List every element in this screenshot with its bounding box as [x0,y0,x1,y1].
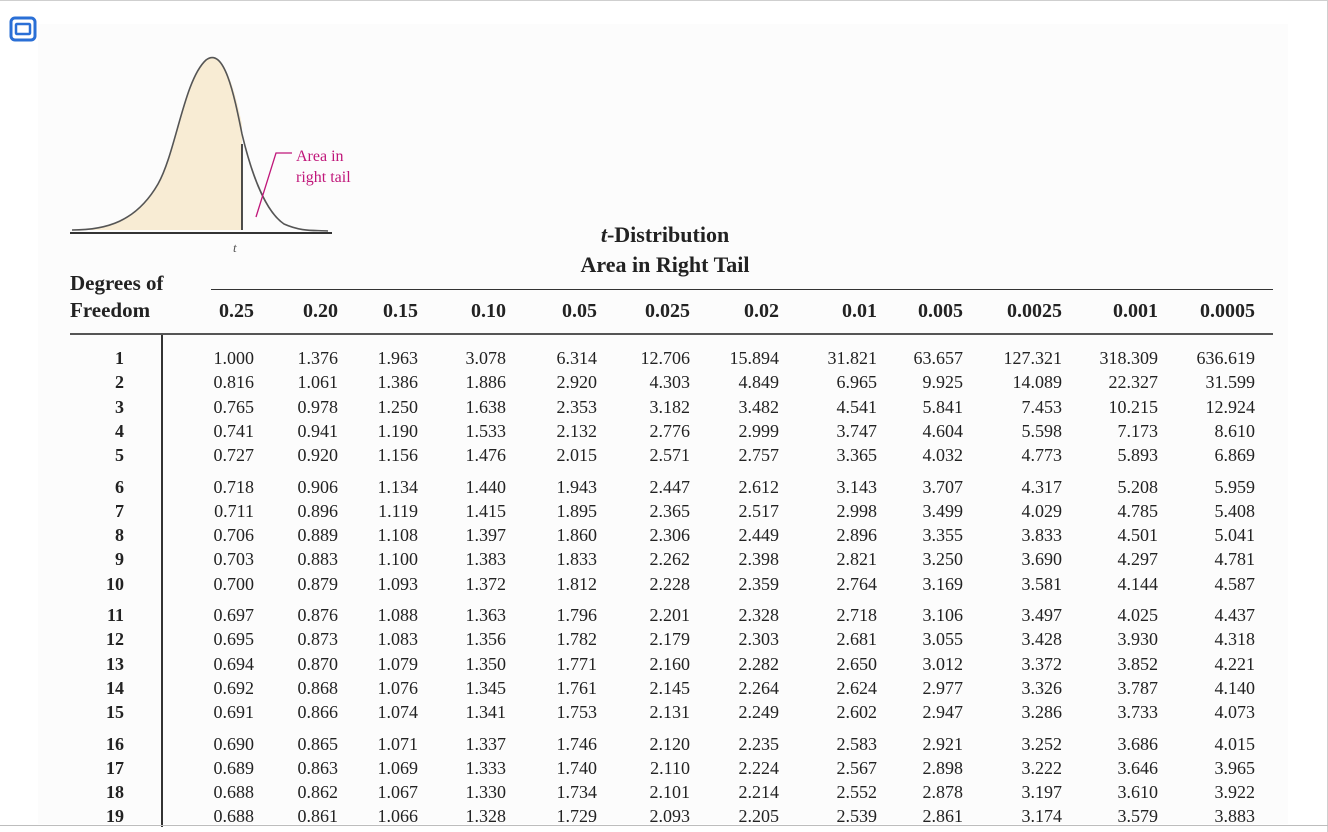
t-axis-label: t [233,240,237,255]
table-cell: 2.977 [922,677,963,698]
table-cell: 5.959 [1214,476,1255,497]
df-label-11: 11 [106,605,124,625]
table-cell: 2.228 [649,573,690,594]
table-cell: 3.222 [1021,757,1062,778]
table-cell: 0.688 [213,782,254,803]
table-cell: 2.681 [836,629,877,650]
table-cell: 2.201 [649,605,690,625]
table-cell: 14.089 [1012,372,1062,393]
table-cell: 2.947 [922,702,963,723]
table-cell: 0.711 [214,500,254,521]
table-cell: 31.599 [1205,372,1255,393]
table-cell: 2.764 [836,573,877,594]
table-cell: 3.579 [1117,806,1158,827]
table-cell: 1.066 [377,806,418,827]
table-cell: 1.734 [556,782,597,803]
table-cell: 7.453 [1021,396,1062,417]
table-cell: 1.638 [465,396,506,417]
table-cell: 3.686 [1117,733,1158,754]
table-cell: 1.761 [556,677,597,698]
table-cell: 2.898 [922,757,963,778]
table-cell: 3.078 [465,348,506,368]
title-rest: -Distribution [606,222,730,247]
table-cell: 1.345 [465,677,506,698]
table-cell: 0.741 [213,420,254,441]
column-header-0_0005: 0.0005 [1200,300,1255,322]
table-cell: 1.363 [465,605,506,625]
table-cell: 0.700 [213,573,254,594]
table-cell: 0.727 [213,445,254,466]
table-cell: 1.190 [377,420,418,441]
table-cell: 0.866 [297,702,338,723]
table-cell: 5.598 [1021,420,1062,441]
table-cell: 5.208 [1117,476,1158,497]
table-cell: 1.079 [377,653,418,674]
table-cell: 2.624 [836,677,877,698]
table-cell: 0.706 [213,525,254,546]
table-cell: 1.067 [377,782,418,803]
table-cell: 4.297 [1117,549,1158,570]
table-cell: 2.132 [556,420,597,441]
table-cell: 1.333 [465,757,506,778]
table-cell: 1.729 [556,806,597,827]
table-cell: 2.449 [738,525,779,546]
table-cell: 2.878 [922,782,963,803]
table-cell: 0.978 [297,396,338,417]
df-label-15: 15 [106,702,124,723]
table-cell: 3.355 [922,525,963,546]
column-header-0_025: 0.025 [645,300,690,322]
table-cell: 2.160 [649,653,690,674]
table-cell: 3.965 [1214,757,1255,778]
table-cell: 1.372 [465,573,506,594]
column-header-0_02: 0.02 [744,300,779,322]
df-label-16: 16 [106,733,124,754]
table-cell: 2.101 [649,782,690,803]
callout-leader [256,153,292,217]
table-cell: 1.740 [556,757,597,778]
table-cell: 4.032 [922,445,963,466]
df-label-5: 5 [115,445,124,466]
table-cell: 2.583 [836,733,877,754]
table-cell: 1.376 [297,348,338,368]
table-cell: 1.076 [377,677,418,698]
table-cell: 1.119 [378,500,418,521]
table-cell: 3.055 [922,629,963,650]
table-cell: 1.341 [465,702,506,723]
table-cell: 0.879 [297,573,338,594]
table-cell: 0.689 [213,757,254,778]
table-cell: 2.718 [836,605,877,625]
table-cell: 0.889 [297,525,338,546]
table-cell: 4.029 [1021,500,1062,521]
table-cell: 3.922 [1214,782,1255,803]
table-cell: 2.131 [649,702,690,723]
table-cell: 2.567 [836,757,877,778]
table-cell: 4.140 [1214,677,1255,698]
table-cell: 2.650 [836,653,877,674]
table-cell: 1.337 [465,733,506,754]
table-cell: 3.707 [922,476,963,497]
table-cell: 2.262 [649,549,690,570]
table-cell: 10.215 [1108,396,1158,417]
table-cell: 1.356 [465,629,506,650]
df-column-divider [161,335,163,827]
table-cell: 1.069 [377,757,418,778]
column-header-0_0025: 0.0025 [1007,300,1062,322]
table-cell: 3.182 [649,396,690,417]
df-label-9: 9 [115,549,124,570]
table-cell: 2.539 [836,806,877,827]
table-cell: 2.861 [922,806,963,827]
table-cell: 3.733 [1117,702,1158,723]
table-cell: 4.849 [738,372,779,393]
image-expand-icon[interactable] [9,16,37,42]
table-cell: 0.868 [297,677,338,698]
table-cell: 5.893 [1117,445,1158,466]
table-cell: 2.821 [836,549,877,570]
table-cell: 1.386 [377,372,418,393]
table-cell: 1.533 [465,420,506,441]
table-cell: 2.328 [738,605,779,625]
table-cell: 1.250 [377,396,418,417]
header-rule-top [211,289,1273,290]
area-in-right-tail-callout [296,146,351,188]
df-label-19: 19 [106,806,124,827]
table-cell: 15.894 [729,348,779,368]
df-label-18: 18 [106,782,124,803]
title-italic-t: t [600,222,607,247]
table-cell: 4.221 [1214,653,1255,674]
table-cell: 2.365 [649,500,690,521]
table-cell: 1.812 [556,573,597,594]
table-cell: 4.773 [1021,445,1062,466]
table-cell: 0.861 [297,806,338,827]
table-cell: 2.447 [649,476,690,497]
df-label-6: 6 [115,476,124,497]
table-cell: 2.093 [649,806,690,827]
table-cell: 5.841 [922,396,963,417]
table-cell: 3.174 [1021,806,1062,827]
table-cell: 2.757 [738,445,779,466]
table-cell: 3.930 [1117,629,1158,650]
table-cell: 12.924 [1205,396,1255,417]
table-cell: 0.870 [297,653,338,674]
table-cell: 4.785 [1117,500,1158,521]
table-cell: 4.073 [1214,702,1255,723]
table-cell: 1.088 [377,605,418,625]
table-cell: 2.517 [738,500,779,521]
table-cell: 9.925 [922,372,963,393]
df-label-2: 2 [115,372,124,393]
table-cell: 4.587 [1214,573,1255,594]
shaded-area [72,58,242,230]
table-cell: 0.865 [297,733,338,754]
table-cell: 2.264 [738,677,779,698]
table-cell: 3.252 [1021,733,1062,754]
table-cell: 3.690 [1021,549,1062,570]
table-cell: 1.746 [556,733,597,754]
table-cell: 1.108 [377,525,418,546]
table-cell: 1.782 [556,629,597,650]
table-cell: 0.876 [297,605,338,625]
table-cell: 5.041 [1214,525,1255,546]
table-cell: 0.695 [213,629,254,650]
table-cell: 1.134 [377,476,418,497]
table-cell: 1.330 [465,782,506,803]
table-cell: 3.747 [836,420,877,441]
df-label-8: 8 [115,525,124,546]
table-cell: 6.869 [1214,445,1255,466]
table-cell: 2.612 [738,476,779,497]
table-cell: 0.697 [213,605,254,625]
table-cell: 636.619 [1196,348,1255,368]
table-cell: 4.144 [1117,573,1158,594]
table-cell: 1.071 [377,733,418,754]
table-cell: 0.920 [297,445,338,466]
table-cell: 2.921 [922,733,963,754]
table-cell: 1.100 [377,549,418,570]
frame-top-border [0,0,1328,1]
table-cell: 3.106 [922,605,963,625]
table-cell: 4.025 [1117,605,1158,625]
df-label-14: 14 [106,677,124,698]
table-cell: 8.610 [1214,420,1255,441]
table-cell: 3.012 [922,653,963,674]
column-header-0_005: 0.005 [918,300,963,322]
table-cell: 0.816 [213,372,254,393]
table-cell: 3.482 [738,396,779,417]
table-cell: 1.074 [377,702,418,723]
table-cell: 3.428 [1021,629,1062,650]
table-cell: 31.821 [827,348,877,368]
table-cell: 1.156 [377,445,418,466]
table-cell: 2.896 [836,525,877,546]
table-cell: 1.771 [556,653,597,674]
table-cell: 1.753 [556,702,597,723]
table-cell: 1.000 [213,348,254,368]
table-cell: 0.862 [297,782,338,803]
table-cell: 2.920 [556,372,597,393]
table-cell: 0.692 [213,677,254,698]
table-cell: 0.718 [213,476,254,497]
table-cell: 1.350 [465,653,506,674]
table-cell: 3.646 [1117,757,1158,778]
table-cell: 2.214 [738,782,779,803]
column-header-0_05: 0.05 [562,300,597,322]
callout-line-1: Area in [296,148,344,165]
table-cell: 0.691 [213,702,254,723]
table-cell: 3.787 [1117,677,1158,698]
header-rule-bottom [70,333,1273,335]
table-cell: 2.306 [649,525,690,546]
column-header-0_20: 0.20 [303,300,338,322]
table-cell: 0.873 [297,629,338,650]
table-cell: 1.383 [465,549,506,570]
table-cell: 2.359 [738,573,779,594]
table-cell: 0.694 [213,653,254,674]
table-cell: 2.224 [738,757,779,778]
table-cell: 1.886 [465,372,506,393]
table-cell: 22.327 [1108,372,1158,393]
table-cell: 2.353 [556,396,597,417]
table-cell: 2.999 [738,420,779,441]
table-cell: 0.896 [297,500,338,521]
table-cell: 1.093 [377,573,418,594]
table-cell: 3.499 [922,500,963,521]
table-cell: 1.796 [556,605,597,625]
table-cell: 5.408 [1214,500,1255,521]
table-cell: 2.120 [649,733,690,754]
df-label-17: 17 [106,757,124,778]
table-cell: 3.143 [836,476,877,497]
table-cell: 2.282 [738,653,779,674]
table-cell: 2.602 [836,702,877,723]
table-cell: 3.372 [1021,653,1062,674]
df-label-7: 7 [115,500,124,521]
table-cell: 1.083 [377,629,418,650]
df-label-4: 4 [115,420,124,441]
table-cell: 2.145 [649,677,690,698]
table-cell: 127.321 [1003,348,1062,368]
df-label-1: 1 [115,348,124,368]
table-cell: 1.963 [377,348,418,368]
table-cell: 3.581 [1021,573,1062,594]
table-cell: 2.998 [836,500,877,521]
table-cell: 4.501 [1117,525,1158,546]
df-label-3: 3 [115,396,124,417]
table-cell: 3.833 [1021,525,1062,546]
table-cell: 0.688 [213,806,254,827]
table-cell: 4.303 [649,372,690,393]
table-cell: 3.286 [1021,702,1062,723]
table-cell: 6.314 [556,348,597,368]
table-cell: 1.415 [465,500,506,521]
table-cell: 1.476 [465,445,506,466]
table-cell: 4.437 [1214,605,1255,625]
table-cell: 1.061 [297,372,338,393]
callout-line-2: right tail [296,169,351,186]
table-cell: 3.197 [1021,782,1062,803]
table-cell: 4.317 [1021,476,1062,497]
table-cell: 0.883 [297,549,338,570]
table-cell: 2.249 [738,702,779,723]
df-header-line-1: Degrees of [70,271,164,295]
table-cell: 4.541 [836,396,877,417]
df-label-13: 13 [106,653,124,674]
table-cell: 4.781 [1214,549,1255,570]
df-header-line-2: Freedom [70,298,151,322]
table-cell: 3.610 [1117,782,1158,803]
table-cell: 2.110 [650,757,690,778]
degrees-of-freedom-header [70,270,164,324]
table-cell: 1.860 [556,525,597,546]
table-cell: 7.173 [1117,420,1158,441]
table-cell: 3.883 [1214,806,1255,827]
table-cell: 6.965 [836,372,877,393]
table-cell: 2.205 [738,806,779,827]
column-header-0_01: 0.01 [842,300,877,322]
table-cell: 2.552 [836,782,877,803]
table-cell: 2.776 [649,420,690,441]
column-header-0_25: 0.25 [219,300,254,322]
table-cell: 0.941 [297,420,338,441]
table-cell: 63.657 [913,348,963,368]
table-cell: 3.326 [1021,677,1062,698]
df-label-10: 10 [106,573,124,594]
table-cell: 2.398 [738,549,779,570]
table-cell: 4.015 [1214,733,1255,754]
column-header-0_001: 0.001 [1113,300,1158,322]
table-cell: 1.943 [556,476,597,497]
table-cell: 3.852 [1117,653,1158,674]
table-cell: 3.169 [922,573,963,594]
table-cell: 1.328 [465,806,506,827]
table-cell: 2.235 [738,733,779,754]
table-cell: 318.309 [1099,348,1158,368]
table-cell: 3.250 [922,549,963,570]
table-cell: 2.179 [649,629,690,650]
column-header-0_15: 0.15 [383,300,418,322]
table-cell: 0.703 [213,549,254,570]
table-cell: 1.895 [556,500,597,521]
table-subtitle: Area in Right Tail [580,252,750,277]
table-title [520,222,810,248]
table-cell: 3.497 [1021,605,1062,625]
table-cell: 2.303 [738,629,779,650]
table-cell: 2.015 [556,445,597,466]
table-cell: 4.604 [922,420,963,441]
table-cell: 0.690 [213,733,254,754]
table-cell: 3.365 [836,445,877,466]
table-cell: 1.397 [465,525,506,546]
table-cell: 0.906 [297,476,338,497]
table-cell: 1.440 [465,476,506,497]
table-cell: 2.571 [649,445,690,466]
table-cell: 1.833 [556,549,597,570]
table-cell: 12.706 [640,348,690,368]
column-header-0_10: 0.10 [471,300,506,322]
table-cell: 4.318 [1214,629,1255,650]
df-label-12: 12 [106,629,124,650]
table-cell: 0.765 [213,396,254,417]
table-cell: 0.863 [297,757,338,778]
